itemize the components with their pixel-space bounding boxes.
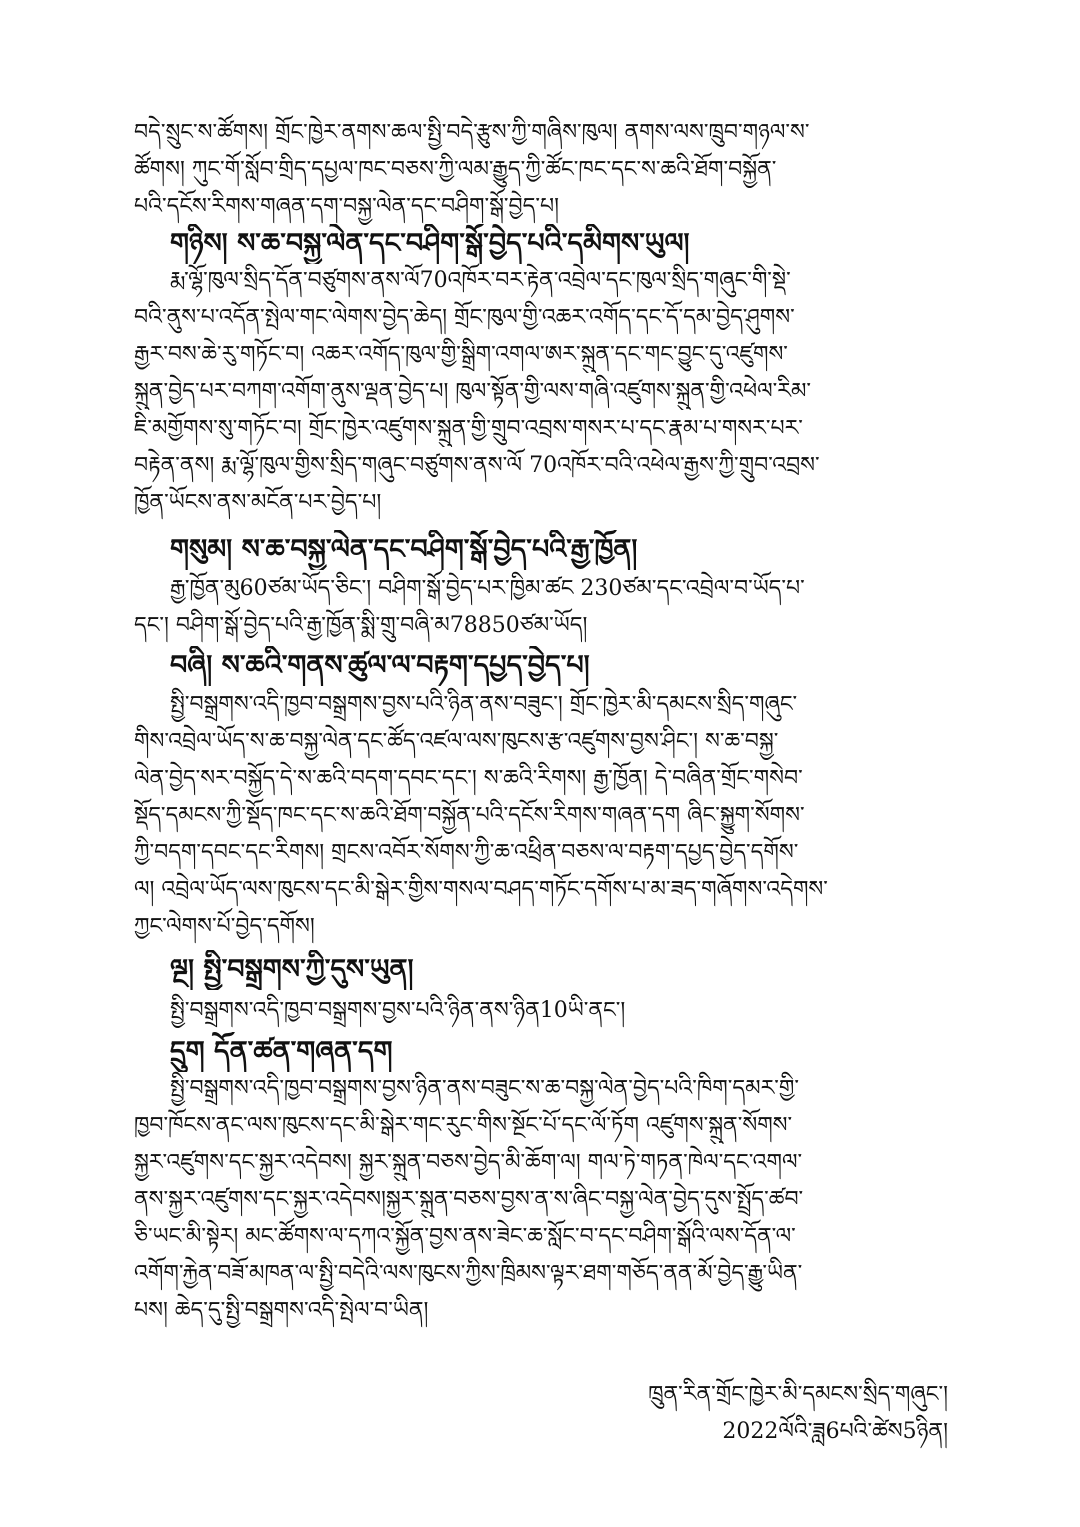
text-line: ཚོགས། ཀུང་གོ་སློབ་གྲིད་དཔྱལ་ཁང་བཅས་ཀྱི་ལམ་རྒྱུད་ཀྱི་ཚོང་ཁང་དང་ས་ཆའི་ཐོག་བསྐྱོན་ xyxy=(134,157,777,182)
text-line: ཀྱི་བདག་དབང་དང་རིགས། གྲངས་འབོར་སོགས་ཀྱི་ཆ་འཕྲིན་བཅས་ལ་བརྟག་དཔྱད་བྱེད་དགོས་ xyxy=(134,840,799,865)
text-line: དང་། བཤིག་སྒོ་བྱེད་པའི་རྒྱ་ཁྱོན་སྨི་གྲུ་བཞི་མ78850ཙམ་ཡོད། xyxy=(134,613,588,638)
text-line: སྤྱི་བསྒྲགས་འདི་ཁྱབ་བསྒྲགས་བྱས་པའི་ཉིན་ནས་བཟུང་། གྲོང་ཁྱེར་མི་དམངས་སྲིད་གཞུང་ xyxy=(170,692,798,717)
text-line: བའི་ནུས་པ་འདོན་སྤེལ་གང་ལེགས་བྱེད་ཆེད། གྲོང་ཁུལ་གྱི་འཆར་འགོད་དང་དོ་དམ་བྱེད་ཤུགས་ xyxy=(134,305,795,330)
section-heading-6: དྲུག དོན་ཚན་གཞན་དག xyxy=(170,1036,393,1067)
text-line: པའི་དངོས་རིགས་གཞན་དག་བསྐྱ་ལེན་དང་བཤིག་སྒོ་བྱེད་པ། xyxy=(134,194,559,219)
intro-paragraph xyxy=(134,114,950,225)
text-line: ཀྱང་ལེགས་པོ་བྱེད་དགོས། xyxy=(134,914,315,939)
section-body-4 xyxy=(134,686,950,945)
text-line: རྒྱ་ཁྱོན་མུ60ཙམ་ཡོད་ཅིང་། བཤིག་སྒོ་བྱེད་པར་ཁྱིམ་ཚང 230ཙམ་དང་འབྲེལ་བ་ཡོད་པ་ xyxy=(170,576,805,601)
text-line: པས། ཆེད་དུ་སྤྱི་བསྒྲགས་འདི་སྤེལ་བ་ཡིན། xyxy=(134,1298,429,1323)
section-heading-2: གཉིས། ས་ཆ་བསྐྱ་ལེན་དང་བཤིག་སྒོ་བྱེད་པའི་དམིགས་ཡུལ། xyxy=(170,228,690,259)
issue-date: 2022ལོའི་ཟླ6པའི་ཚེས5ཉིན། xyxy=(722,1419,948,1444)
section-body-2 xyxy=(134,262,950,521)
section-heading-4: བཞི། ས་ཆའི་གནས་ཚུལ་ལ་བརྟག་དཔྱད་བྱེད་པ། xyxy=(170,650,590,681)
text-line: གིས་འབྲེལ་ཡོད་ས་ཆ་བསྐྱ་ལེན་དང་ཚོད་འཛལ་ལས་ཁུངས་རྩ་འཛུགས་བྱས་ཤིང་། ས་ཆ་བསྐྱ་ xyxy=(134,729,779,754)
section-body-3 xyxy=(134,570,950,644)
section-body-5 xyxy=(134,992,950,1029)
text-line: བདེ་སྲུང་ས་ཚོགས། གྲོང་ཁྱེར་ནགས་ཆལ་སྤྱི་བདེ་རྩུས་ཀྱི་གཞིས་ཁུལ། ནགས་ལས་ཁྲུབ་གཉལ་ས་ xyxy=(134,120,810,145)
text-line: ཅི་ཡང་མི་སྟེར། མང་ཚོགས་ལ་དཀའ་སྐྱོན་བྱས་ནས་ཟེང་ཆ་སློང་བ་དང་བཤིག་སྒོའི་ལས་དོན་ལ་ xyxy=(134,1224,796,1249)
text-line: སྡོད་དམངས་ཀྱི་སྡོད་ཁང་དང་ས་ཆའི་ཐོག་བསྐྱོན་པའི་དངོས་རིགས་གཞན་དག ཞིང་སྐྱུག་སོགས་ xyxy=(134,803,805,828)
section-heading-3: གསུམ། ས་ཆ་བསྐྱ་ལེན་དང་བཤིག་སྒོ་བྱེད་པའི་རྒྱ་ཁྱོན། xyxy=(170,534,638,565)
text-line: ལ། འབྲེལ་ཡོད་ལས་ཁུངས་དང་མི་སྒེར་གྱིས་གསལ་བཤད་གཏོང་དགོས་པ་མ་ཟད་གཞོགས་འདེགས་ xyxy=(134,877,828,902)
text-line: ཁྱབ་ཁོངས་ནང་ལས་ཁུངས་དང་མི་སྒེར་གང་རུང་གིས་སྔོང་པོ་དང་ལོ་ཏོག འཛུགས་སྐྲུན་སོགས་ xyxy=(134,1113,793,1138)
issuer-name: ཁྲུན་རིན་གྲོང་ཁྱེར་མི་དམངས་སྲིད་གཞུང་། xyxy=(648,1382,948,1407)
text-line: སྤྱི་བསྒྲགས་འདི་ཁྱབ་བསྒྲགས་བྱས་པའི་ཉིན་ནས་ཉིན10ཡི་ནང་། xyxy=(170,998,626,1023)
section-heading-5: ལྔ། སྤྱི་བསྒྲགས་ཀྱི་དུས་ཡུན། xyxy=(170,954,414,985)
text-line: ཇི་མགྱོགས་སུ་གཏོང་བ། གྲོང་ཁྱེར་འཛུགས་སྐྲུན་གྱི་གྲུབ་འབྲས་གསར་པ་དང་རྣམ་པ་གསར་པར་ xyxy=(134,416,803,441)
text-line: རྒྱར་བས་ཆེ་རུ་གཏོང་བ། འཆར་འགོད་ཁུལ་གྱི་སྒྲིག་འགལ་ཨར་སྐྲུན་དང་གང་བྱུང་དུ་འཛུགས་ xyxy=(134,342,788,367)
text-line: བརྟེན་ནས། རྨ་ལྷོ་ཁུལ་གྱིས་སྲིད་གཞུང་བཙུགས་ནས་ལོ 70འཁོར་བའི་འཕེལ་རྒྱས་ཀྱི་གྲུབ་འབྲས་ xyxy=(134,453,820,478)
text-line: སྐྲུན་བྱེད་པར་བཀག་འགོག་ནུས་ལྡན་བྱེད་པ། ཁུལ་སྟོན་གྱི་ལས་གཞི་འཛུགས་སྐྲུན་གྱི་འཕེལ་རིམ་ xyxy=(134,379,812,404)
text-line: སྐྱར་འཛུགས་དང་སྐྱར་འདེབས། སྐྱར་སྐྲུན་བཅས་བྱེད་མི་ཆོག་ལ། གལ་ཏེ་གཏན་ཁེལ་དང་འགལ་ xyxy=(134,1150,803,1175)
text-line: རྨ་ལྷོ་ཁུལ་སྲིད་དོན་བཙུགས་ནས་ལོ70འཁོར་བར་རྟེན་འབྲེལ་དང་ཁུལ་སྲིད་གཞུང་གི་སྡེ་ xyxy=(170,268,791,293)
section-body-6 xyxy=(134,1070,950,1329)
text-line: ཁྱོན་ཡོངས་ནས་མངོན་པར་བྱེད་པ། xyxy=(134,490,382,515)
text-line: འགོག་རྐྱེན་བཟོ་མཁན་ལ་སྤྱི་བདེའི་ལས་ཁུངས་ཀྱིས་ཁྲིམས་ལྟར་ཐག་གཅོད་ནན་མོ་བྱེད་རྒྱུ་ཡིན་ xyxy=(134,1261,803,1286)
text-line: སྤྱི་བསྒྲགས་འདི་ཁྱབ་བསྒྲགས་བྱས་ཉིན་ནས་བཟུང་ས་ཆ་བསྐྱ་ལེན་བྱེད་པའི་ཁིག་དམར་གྱི་ xyxy=(170,1076,800,1101)
text-line: ལེན་བྱེད་སར་བསྐྱོད་དེ་ས་ཆའི་བདག་དབང་དང་། ས་ཆའི་རིགས། རྒྱ་ཁྱོན། དེ་བཞིན་གྲོང་གསེབ་ xyxy=(134,766,803,791)
text-line: ནས་སྐྱར་འཛུགས་དང་སྐྱར་འདེབས།སྐྱར་སྐྲུན་བཅས་བྱས་ན་ས་ཞིང་བསྐྱ་ལེན་བྱེད་དུས་སྤྲོད་ཚབ་ xyxy=(134,1187,804,1212)
signature-block xyxy=(648,1376,948,1450)
